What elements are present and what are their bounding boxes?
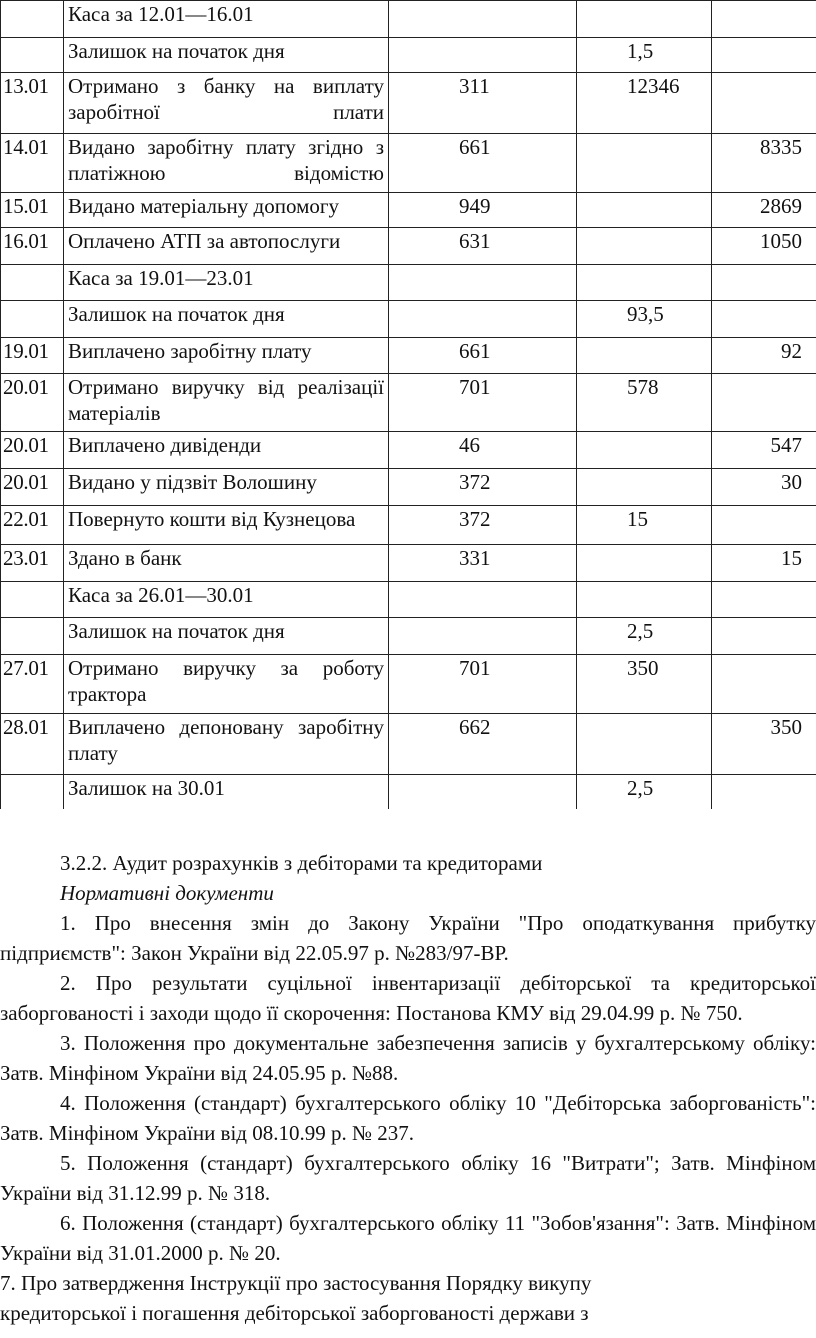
payment-cell — [712, 73, 816, 134]
date-cell: 20.01 — [1, 374, 64, 432]
date-cell: 22.01 — [1, 506, 64, 545]
regulation-item: 6. Положення (стандарт) бухгалтерського обліку 11 "Зобов'язання": Затв. Мінфіном України від 31.01.2000 р. № 20. — [0, 1211, 816, 1265]
receipt-cell: 12346 — [577, 73, 712, 134]
regulation-item-tail-line: 7. Про затвердження Інструкції про застосування Порядку викупу — [0, 1271, 592, 1295]
ledger-body — [1, 1, 816, 810]
receipt-cell — [577, 545, 712, 582]
receipt-cell — [577, 1, 712, 38]
date-cell: 19.01 — [1, 338, 64, 374]
regulation-item: 2. Про результати суцільної інвентаризації дебіторської та кредиторської заборгованості і заходи щодо її скорочення: Постанова КМУ від 29.04.99 р. № 750. — [0, 971, 816, 1025]
ledger-row — [1, 545, 816, 582]
receipt-cell: 578 — [577, 374, 712, 432]
account-cell — [389, 265, 577, 301]
receipt-cell: 1,5 — [577, 38, 712, 73]
receipt-cell: 2,5 — [577, 775, 712, 810]
date-cell: 20.01 — [1, 469, 64, 506]
receipt-cell — [577, 265, 712, 301]
payment-cell: 92 — [712, 338, 816, 374]
account-cell: 372 — [389, 506, 577, 545]
date-cell — [1, 1, 64, 38]
payment-cell — [712, 374, 816, 432]
payment-cell: 30 — [712, 469, 816, 506]
ledger-row — [1, 134, 816, 193]
payment-cell: 547 — [712, 432, 816, 469]
account-cell — [389, 301, 577, 338]
section-subheading: Нормативні документи — [60, 881, 274, 905]
ledger-row — [1, 228, 816, 265]
receipt-cell — [577, 134, 712, 193]
date-cell — [1, 618, 64, 655]
account-cell — [389, 38, 577, 73]
payment-cell — [712, 506, 816, 545]
account-cell — [389, 775, 577, 810]
payment-cell: 15 — [712, 545, 816, 582]
ledger-row — [1, 775, 816, 810]
payment-cell — [712, 1, 816, 38]
payment-cell: 1050 — [712, 228, 816, 265]
ledger-row — [1, 469, 816, 506]
receipt-cell — [577, 714, 712, 775]
ledger-row — [1, 73, 816, 134]
description-cell: Виплачено депоновану заробітну плату — [64, 714, 389, 775]
receipt-cell — [577, 432, 712, 469]
account-cell: 46 — [389, 432, 577, 469]
receipt-cell: 15 — [577, 506, 712, 545]
date-cell: 23.01 — [1, 545, 64, 582]
description-cell: Залишок на початок дня — [64, 618, 389, 655]
date-cell: 20.01 — [1, 432, 64, 469]
account-cell — [389, 582, 577, 618]
regulation-item: 3. Положення про документальне забезпечення записів у бухгалтерському обліку: Затв. Мінфіном України від 24.05.95 р. №88. — [0, 1031, 816, 1085]
regulation-item: 1. Про внесення змін до Закону України "Про оподаткування прибутку підприємств": Закон України від 22.05.97 р. №283/97-ВР. — [0, 911, 816, 965]
account-cell: 372 — [389, 469, 577, 506]
payment-cell — [712, 265, 816, 301]
date-cell — [1, 265, 64, 301]
payment-cell: 2869 — [712, 193, 816, 228]
payment-cell — [712, 618, 816, 655]
description-cell: Отримано виручку від реалізації матеріалів — [64, 374, 389, 432]
description-cell: Видано матеріальну допомогу — [64, 193, 389, 228]
date-cell: 28.01 — [1, 714, 64, 775]
account-cell: 661 — [389, 134, 577, 193]
account-cell: 701 — [389, 374, 577, 432]
date-cell: 14.01 — [1, 134, 64, 193]
description-cell: Виплачено дивіденди — [64, 432, 389, 469]
payment-cell — [712, 775, 816, 810]
account-cell: 701 — [389, 655, 577, 714]
date-cell — [1, 301, 64, 338]
ledger-row — [1, 338, 816, 374]
ledger-row — [1, 265, 816, 301]
ledger-row — [1, 714, 816, 775]
description-cell: Отримано виручку за роботу трактора — [64, 655, 389, 714]
account-cell: 949 — [389, 193, 577, 228]
ledger-row — [1, 193, 816, 228]
description-cell: Здано в банк — [64, 545, 389, 582]
date-cell — [1, 582, 64, 618]
receipt-cell — [577, 469, 712, 506]
account-cell — [389, 1, 577, 38]
receipt-cell: 93,5 — [577, 301, 712, 338]
description-cell: Виплачено заробітну плату — [64, 338, 389, 374]
payment-cell — [712, 301, 816, 338]
ledger-row — [1, 374, 816, 432]
account-cell: 631 — [389, 228, 577, 265]
date-cell — [1, 38, 64, 73]
account-cell: 311 — [389, 73, 577, 134]
description-cell: Залишок на початок дня — [64, 38, 389, 73]
regulation-item: 5. Положення (стандарт) бухгалтерського обліку 16 "Витрати"; Затв. Мінфіном України від 31.12.99 р. № 318. — [0, 1151, 816, 1205]
section-heading: 3.2.2. Аудит розрахунків з дебіторами та кредиторами — [60, 851, 543, 875]
date-cell: 27.01 — [1, 655, 64, 714]
description-cell: Залишок на 30.01 — [64, 775, 389, 810]
description-cell: Повернуто кошти від Кузнецова — [64, 506, 389, 545]
regulation-item: 4. Положення (стандарт) бухгалтерського обліку 10 "Дебіторська заборгованість": Затв. Мінфіном України від 08.10.99 р. № 237. — [0, 1091, 816, 1145]
receipt-cell — [577, 193, 712, 228]
date-cell: 16.01 — [1, 228, 64, 265]
description-cell: Каса за 12.01—16.01 — [64, 1, 389, 38]
ledger-row — [1, 301, 816, 338]
receipt-cell — [577, 338, 712, 374]
ledger-row — [1, 618, 816, 655]
ledger-row — [1, 432, 816, 469]
account-cell: 661 — [389, 338, 577, 374]
ledger-row — [1, 1, 816, 38]
account-cell: 331 — [389, 545, 577, 582]
receipt-cell — [577, 228, 712, 265]
payment-cell — [712, 582, 816, 618]
section-text — [0, 848, 816, 1328]
ledger-row — [1, 38, 816, 73]
receipt-cell — [577, 582, 712, 618]
description-cell: Отримано з банку на виплату заробітної плати — [64, 73, 389, 134]
date-cell: 13.01 — [1, 73, 64, 134]
payment-cell: 8335 — [712, 134, 816, 193]
ledger-row — [1, 506, 816, 545]
description-cell: Залишок на початок дня — [64, 301, 389, 338]
payment-cell: 350 — [712, 714, 816, 775]
payment-cell — [712, 38, 816, 73]
payment-cell — [712, 655, 816, 714]
description-cell: Каса за 19.01—23.01 — [64, 265, 389, 301]
description-cell: Оплачено АТП за автопослуги — [64, 228, 389, 265]
description-cell: Видано заробітну плату згідно з платіжною відомістю — [64, 134, 389, 193]
description-cell: Каса за 26.01—30.01 — [64, 582, 389, 618]
ledger-row — [1, 582, 816, 618]
ledger-row — [1, 655, 816, 714]
account-cell — [389, 618, 577, 655]
date-cell: 15.01 — [1, 193, 64, 228]
date-cell — [1, 775, 64, 810]
receipt-cell: 350 — [577, 655, 712, 714]
account-cell: 662 — [389, 714, 577, 775]
receipt-cell: 2,5 — [577, 618, 712, 655]
regulation-item-tail-line: кредиторської і погашення дебіторської заборгованості держави з — [0, 1301, 589, 1325]
description-cell: Видано у підзвіт Волошину — [64, 469, 389, 506]
